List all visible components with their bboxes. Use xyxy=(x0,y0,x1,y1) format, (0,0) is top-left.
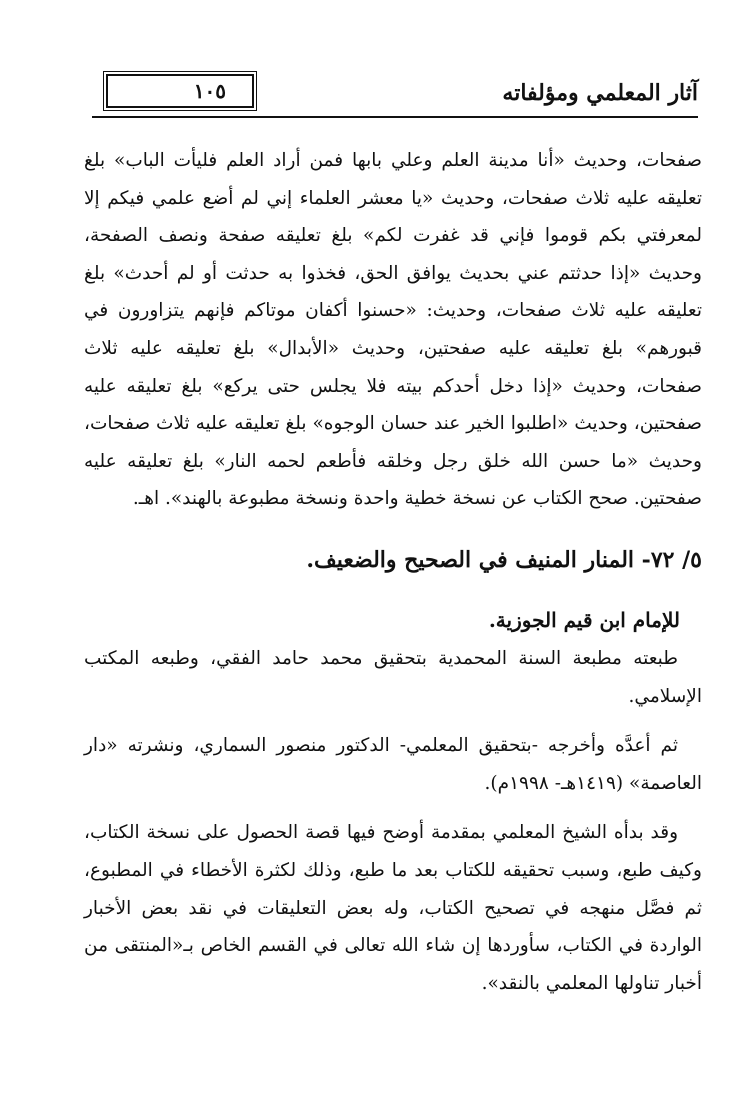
introduction-paragraph: وقد بدأه الشيخ المعلمي بمقدمة أوضح فيها قصة الحصول على نسخة الكتاب، وكيف طبع، وسبب تحقيقه للكتاب بعد ما طبع، وذلك لكثرة الأخطاء في المطبوع، ثم فصَّل منهجه في تصحيح الكتاب، وله بعض التعليقات في نقد بعض الأخبار الواردة في الكتاب، سأوردها إن شاء الله تعالى في القسم الخاص بـ«المنتقى من أخبار تناولها المعلمي بالنقد». xyxy=(84,822,702,994)
section-heading: ٥/ ٧٢- المنار المنيف في الصحيح والضعيف. xyxy=(306,546,702,573)
page-body xyxy=(84,142,702,1002)
page-number: ١٠٥ xyxy=(193,79,226,103)
critical-edition-paragraph: ثم أعدَّه وأخرجه -بتحقيق المعلمي- الدكتور منصور السماري، ونشرته «دار العاصمة» (١٤١٩هـ- ١٩٩٨م). xyxy=(84,735,702,794)
page-header xyxy=(92,70,698,122)
continuation-paragraph: صفحات، وحديث «أنا مدينة العلم وعلي بابها فمن أراد العلم فليأت الباب» بلغ تعليقه عليه ثلاث صفحات، وحديث «يا معشر العلماء إني لم أضع علمي فيكم إلا لمعرفتي بكم قوموا فإني قد غفرت لكم» بلغ تعليقه صفحة ونصف الصفحة، وحديث «إذا حدثتم عني بحديث يوافق الحق، فخذوا به حدثت أو لم أحدث» بلغ تعليقه عليه ثلاث صفحات، وحديث: «حسنوا أكفان موتاكم فإنهم يتزاورون في قبورهم» بلغ تعليقه عليه صفحتين، وحديث «الأبدال» بلغ تعليقه عليه ثلاث صفحات، وحديث «إذا دخل أحدكم بيته فلا يجلس حتى يركع» بلغ تعليقه عليه صفحتين، وحديث «اطلبوا الخير عند حسان الوجوه» بلغ تعليقه عليه ثلاث صفحات، وحديث «ما حسن الله خلق رجل وخلقه فأطعم لحمه النار» بلغ تعليقه عليه صفحتين. صحح الكتاب عن نسخة خطية واحدة ونسخة مطبوعة بالهند». اهـ. xyxy=(84,150,702,510)
author-line: للإمام ابن قيم الجوزية. xyxy=(488,607,680,632)
header-rule xyxy=(92,116,698,118)
page-number-box xyxy=(106,74,254,108)
running-title: آثار المعلمي ومؤلفاته xyxy=(502,80,698,106)
edition-paragraph: طبعته مطبعة السنة المحمدية بتحقيق محمد حامد الفقي، وطبعه المكتب الإسلامي. xyxy=(84,647,702,707)
